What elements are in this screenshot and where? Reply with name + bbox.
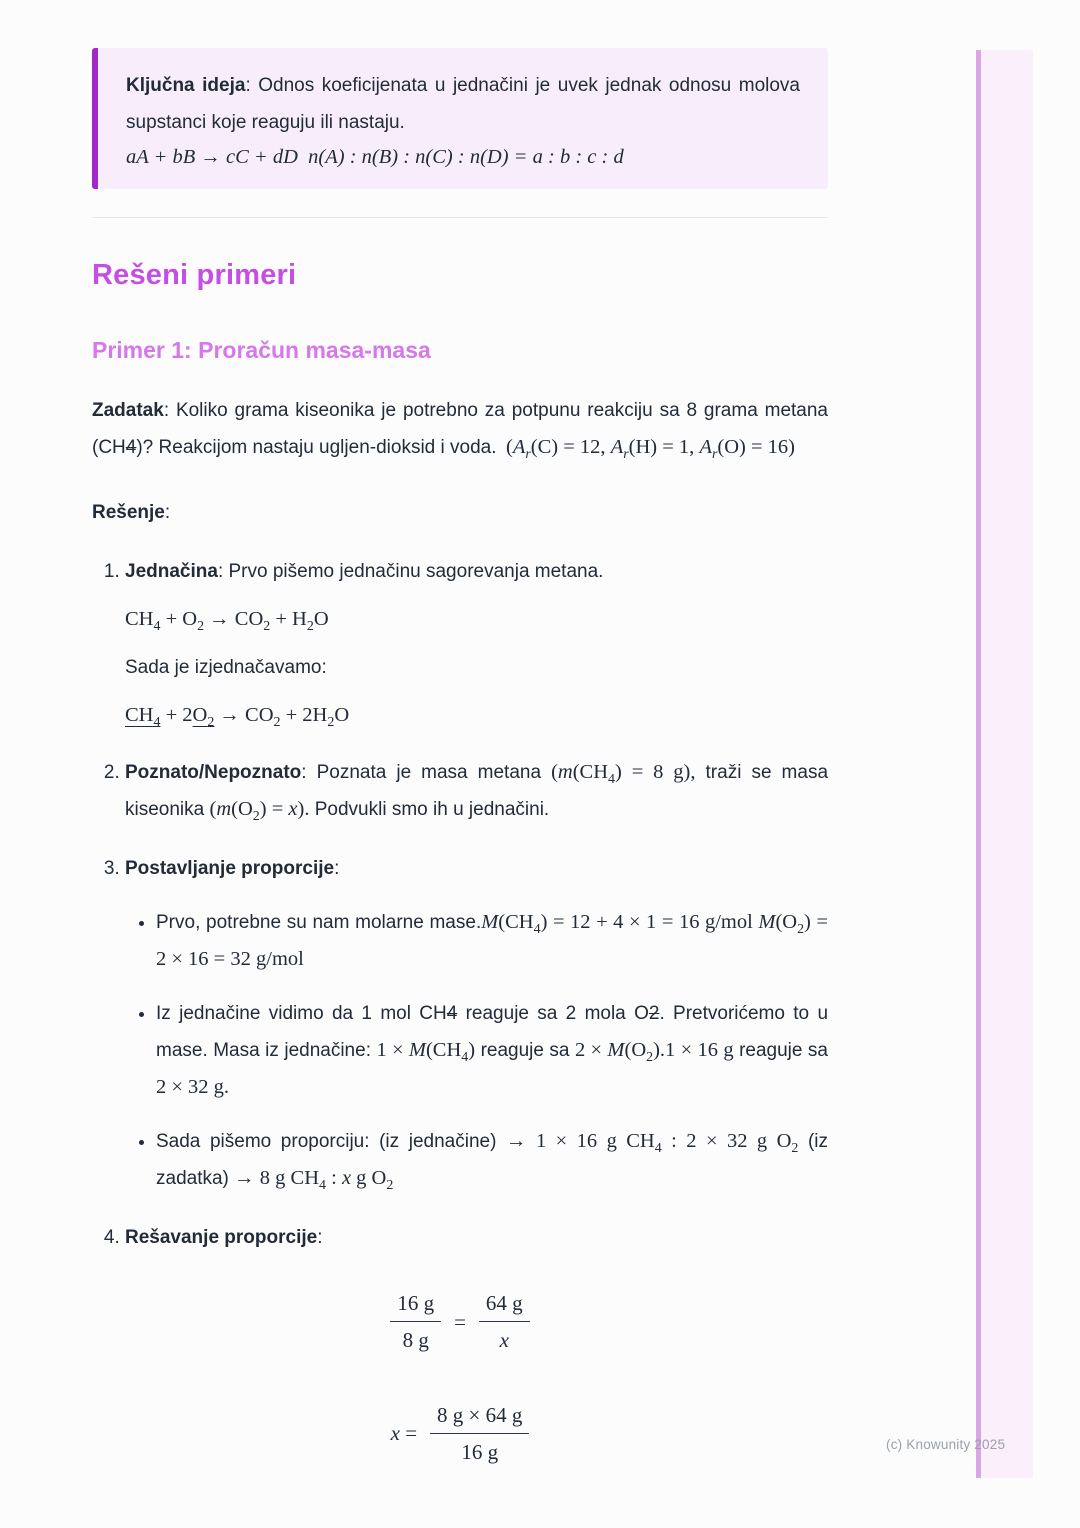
solve-for-x-equation [92,1402,828,1466]
result-fraction [430,1402,529,1466]
step-known-unknown [125,754,828,828]
math-segment: → 8 g $CH_4$ : x g $O_2$ [234,1167,394,1194]
math-segment: $(m(O_2) = x)$. [209,798,310,825]
math-segment: → 1 × 16 g $CH_4$ : 2 × 32 g $O_2$ [506,1130,799,1157]
equation-unbalanced: $CH_4 + O_2 \to CO_2 + H_2O$ [125,608,329,635]
key-idea-callout [92,48,828,189]
numerator: 16 g [390,1290,441,1322]
solution-label: Rešenje: [92,502,171,523]
proportion-bullets [125,904,828,1197]
proportion-fraction-equation [92,1290,828,1354]
section-divider [92,217,828,218]
fraction-left [390,1290,441,1354]
x-equals: x = [390,1421,418,1446]
problem-text: Zadatak: Koliko grama kiseonika je potrebno za potpunu reakciju sa 8 grama metana (CH4)? Reakcijom nastaju ugljen-dioksid i voda. [92,400,828,458]
denominator: 8 g [402,1328,429,1353]
step-4-head: 4. Rešavanje proporcije: [125,1227,323,1248]
numerator: 8 g × 64 g [430,1402,529,1434]
callout-text: Ključna ideja: Odnos koeficijenata u jednačini je uvek jednak odnosu molova supstanci koje reaguju ili nastaju. [126,75,800,133]
denominator: 16 g [461,1439,499,1464]
callout-formula: aA + bB → cC + dD n(A) : n(B) : n(C) : n(D) = a : b : c : d [126,146,624,168]
decorative-side-stripe [976,50,1033,1478]
section-heading: Rešeni primeri [92,259,297,291]
step-1-text: Sada je izjednačavamo: [125,657,327,678]
math-segment: $M(CH_4) = 12 + 4 \times 1 = 16$ g/mol $M(O_2) = 2 \times 16 = 32$ g/mol [156,911,828,970]
problem-math: ($A_r(C) = 12$, $A_r(H) = 1$, $A_r(O) = 16$) [506,436,796,463]
math-segment: $1 \times M(CH_4)$ [376,1039,476,1066]
numerator: 64 g [479,1290,530,1322]
fraction-right [479,1290,530,1354]
text-segment: reaguje sa [733,1040,828,1061]
step-1-head: 1. Jednačina: Prvo pišemo jednačinu sagorevanja metana. [125,561,604,582]
bullet-proportion [156,1123,828,1197]
text-segment: (iz zadatka) [156,1131,829,1189]
text-segment: reaguje sa [475,1040,575,1061]
equals-sign: = [454,1309,466,1334]
step-equation [125,553,828,732]
step-proportion-setup [125,850,828,1197]
step-proportion-solving [125,1219,828,1256]
solution-steps-list [92,553,828,1256]
text-segment: Podvukli smo ih u jednačini. [309,799,550,820]
denominator: x [499,1328,509,1353]
example-heading: Primer 1: Proračun masa-masa [92,337,431,363]
step-3-head: 3. Postavljanje proporcije: [125,858,340,879]
text-segment: Iz jednačine vidimo da 1 mol CH4 reaguje sa 2 mola O2. Pretvorićemo to u mase. Masa iz jednačine: [156,1003,829,1061]
bullet-molar-masses [156,904,828,978]
math-segment: 2 × 32 g. [156,1076,230,1098]
math-segment: $2 \times M(O_2).1 \times 16$ g [574,1039,734,1066]
equation-balanced: $CH_4 + 2O_2 \to CO_2 + 2H_2O$ [125,704,350,731]
text-segment: Prvo, potrebne su nam molarne mase. [156,912,482,933]
bullet-mole-ratio [156,995,828,1106]
document-page [92,0,828,1465]
math-segment: ($m(CH_4) = 8$ g), [551,761,696,788]
text-segment: traži se masa kiseonika [125,762,829,820]
problem-statement [92,392,828,466]
step-2-paragraph [125,754,828,828]
text-segment: Poznato/Nepoznato: Poznata je masa metana [125,762,552,783]
text-segment: Sada pišemo proporciju: (iz jednačine) [156,1131,507,1152]
copyright-watermark: (c) Knowunity 2025 [886,1437,1006,1452]
